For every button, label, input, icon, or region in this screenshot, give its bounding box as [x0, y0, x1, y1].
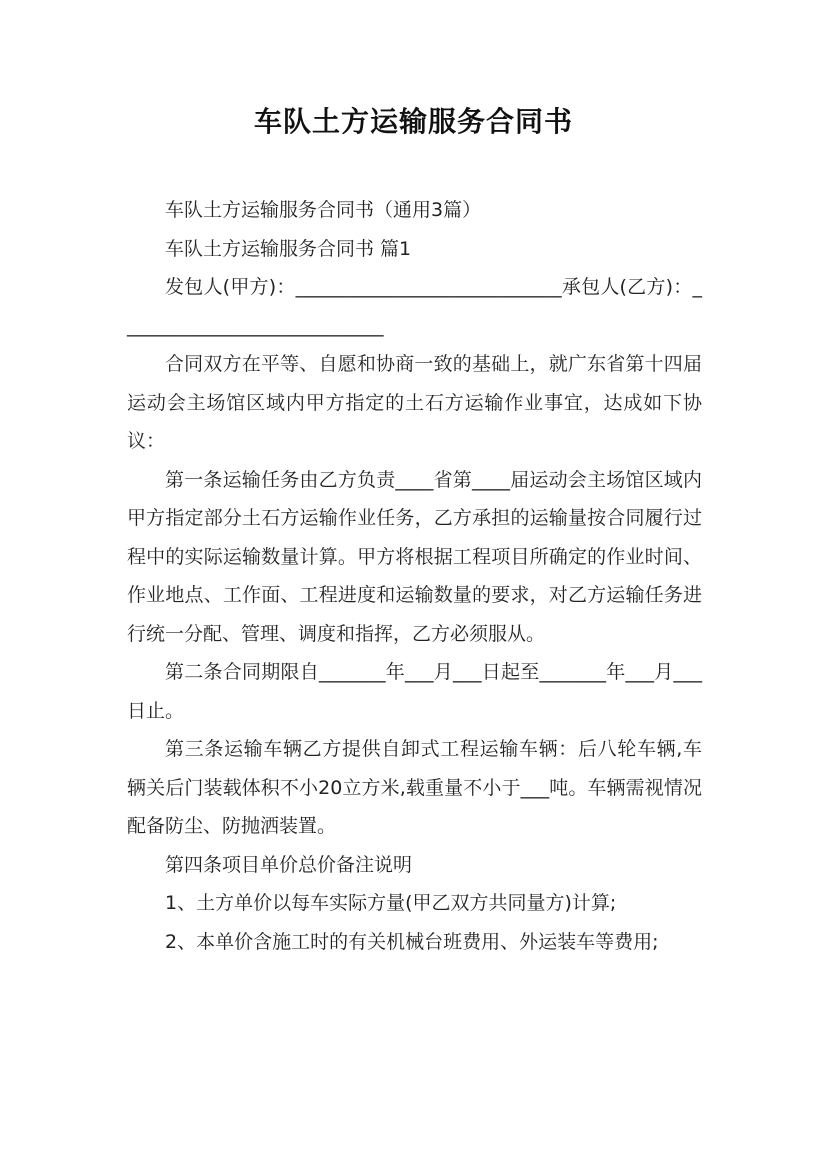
item-1-paragraph: 1、土方单价以每车实际方量(甲乙双方共同量方)计算;	[165, 892, 617, 914]
article-3-paragraph: 第三条运输车辆乙方提供自卸式工程运输车辆：后八轮车辆,车辆关后门装载体积不小20立方米,载重量不小于___吨。车辆需视情况配备防尘、防抛洒装置。	[127, 738, 702, 837]
item-2-paragraph: 2、本单价含施工时的有关机械台班费用、外运装车等费用;	[165, 930, 659, 953]
preamble-paragraph: 合同双方在平等、自愿和协商一致的基础上，就广东省第十四届运动会主场馆区域内甲方指定的土石方运输作业事宜，达成如下协议：	[127, 353, 702, 452]
subtitle-paragraph: 车队土方运输服务合同书（通用3篇）	[165, 199, 482, 221]
parties-paragraph: 发包人(甲方)：____________________________承包人(乙方)：____________________________	[127, 276, 702, 337]
article-1-paragraph: 第一条运输任务由乙方负责____省第____届运动会主场馆区域内甲方指定部分土石方运输作业任务，乙方承担的运输量按合同履行过程中的实际运输数量计算。甲方将根据工程项目所确定的作业时间、作业地点、工作面、工程进度和运输数量的要求，对乙方运输任务进行统一分配、管理、调度和指挥，乙方必须服从。	[127, 468, 702, 645]
document-body	[127, 191, 702, 961]
article-2-paragraph: 第二条合同期限自_______年___月___日起至_______年___月___日止。	[127, 661, 702, 722]
section-heading: 车队土方运输服务合同书 篇1	[165, 237, 412, 260]
article-4-paragraph: 第四条项目单价总价备注说明	[165, 853, 413, 876]
document-title: 车队土方运输服务合同书	[253, 105, 573, 138]
